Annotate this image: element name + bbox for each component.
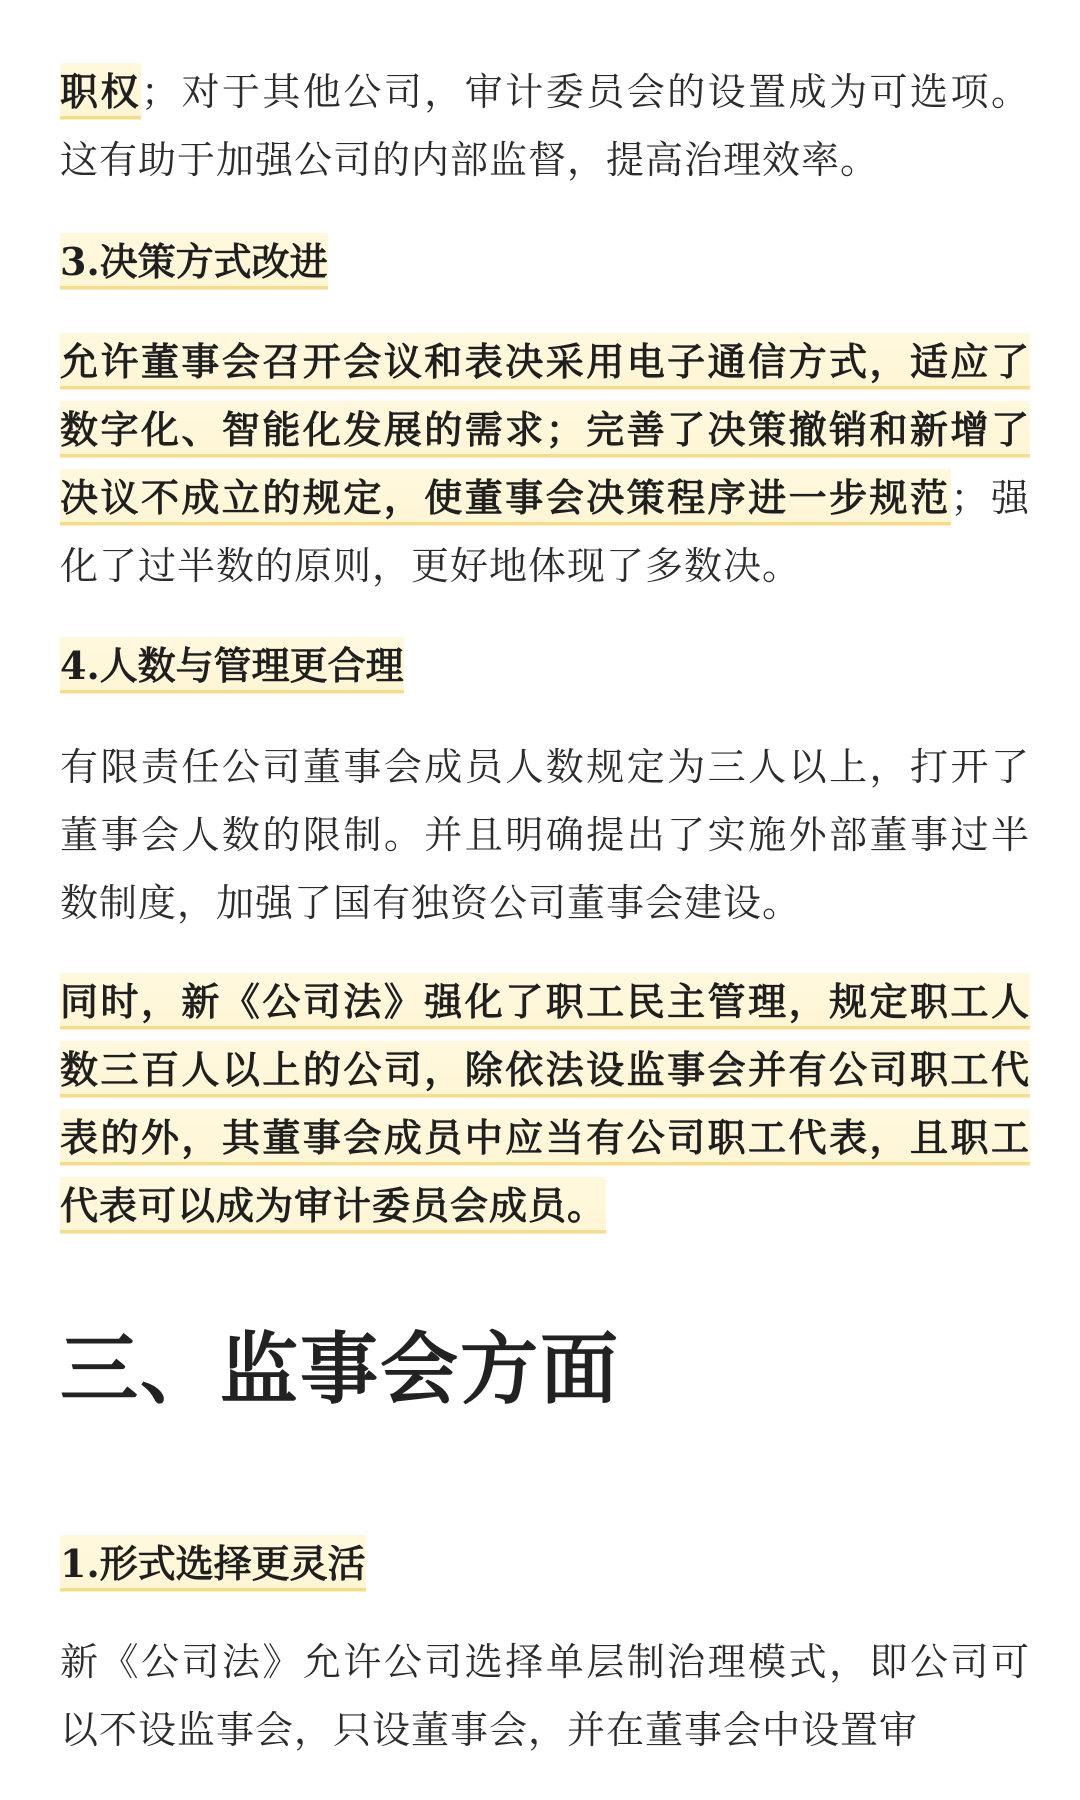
subheading-board-size [60,632,1030,700]
paragraph-employee-representatives [60,968,1030,1240]
paragraph-single-tier-model [60,1628,1030,1764]
subheading-text: 1.形式选择更灵活 [60,1535,366,1594]
subheading-decision-method [60,228,1030,296]
paragraph-text: ；对于其他公司，审计委员会的设置成为可选项。这有助于加强公司的内部监督，提高治理效率。 [60,70,1030,182]
subheading-form-selection [60,1530,1030,1598]
paragraph-audit-committee [60,58,1030,194]
highlight-text: 职权 [60,63,141,122]
paragraph-text: 有限责任公司董事会成员人数规定为三人以上，打开了董事会人数的限制。并且明确提出了实施外部董事过半数制度，加强了国有独资公司董事会建设。 [60,745,1030,925]
paragraph-text: 新《公司法》允许公司选择单层制治理模式，即公司可以不设监事会，只设董事会，并在董事会中设置审 [60,1640,1030,1752]
paragraph-decision-method [60,328,1030,600]
subheading-text: 3.决策方式改进 [60,233,328,292]
paragraph-text: ；强化了过半数的原则，更好地体现了多数决。 [60,476,1030,588]
paragraph-board-size [60,733,1030,937]
highlight-text: 允许董事会召开会议和表决采用电子通信方式，适应了数字化、智能化发展的需求；完善了决策撤销和新增了决议不成立的规定，使董事会决策程序进一步规范 [60,333,1030,528]
highlight-text: 同时，新《公司法》强化了职工民主管理，规定职工人数三百人以上的公司，除依法设监事会并有公司职工代表的外，其董事会成员中应当有公司职工代表，且职工代表可以成为审计委员会成员。 [60,973,1030,1236]
section-title: 三、监事会方面 [60,1324,621,1415]
subheading-text: 4.人数与管理更合理 [60,637,404,696]
